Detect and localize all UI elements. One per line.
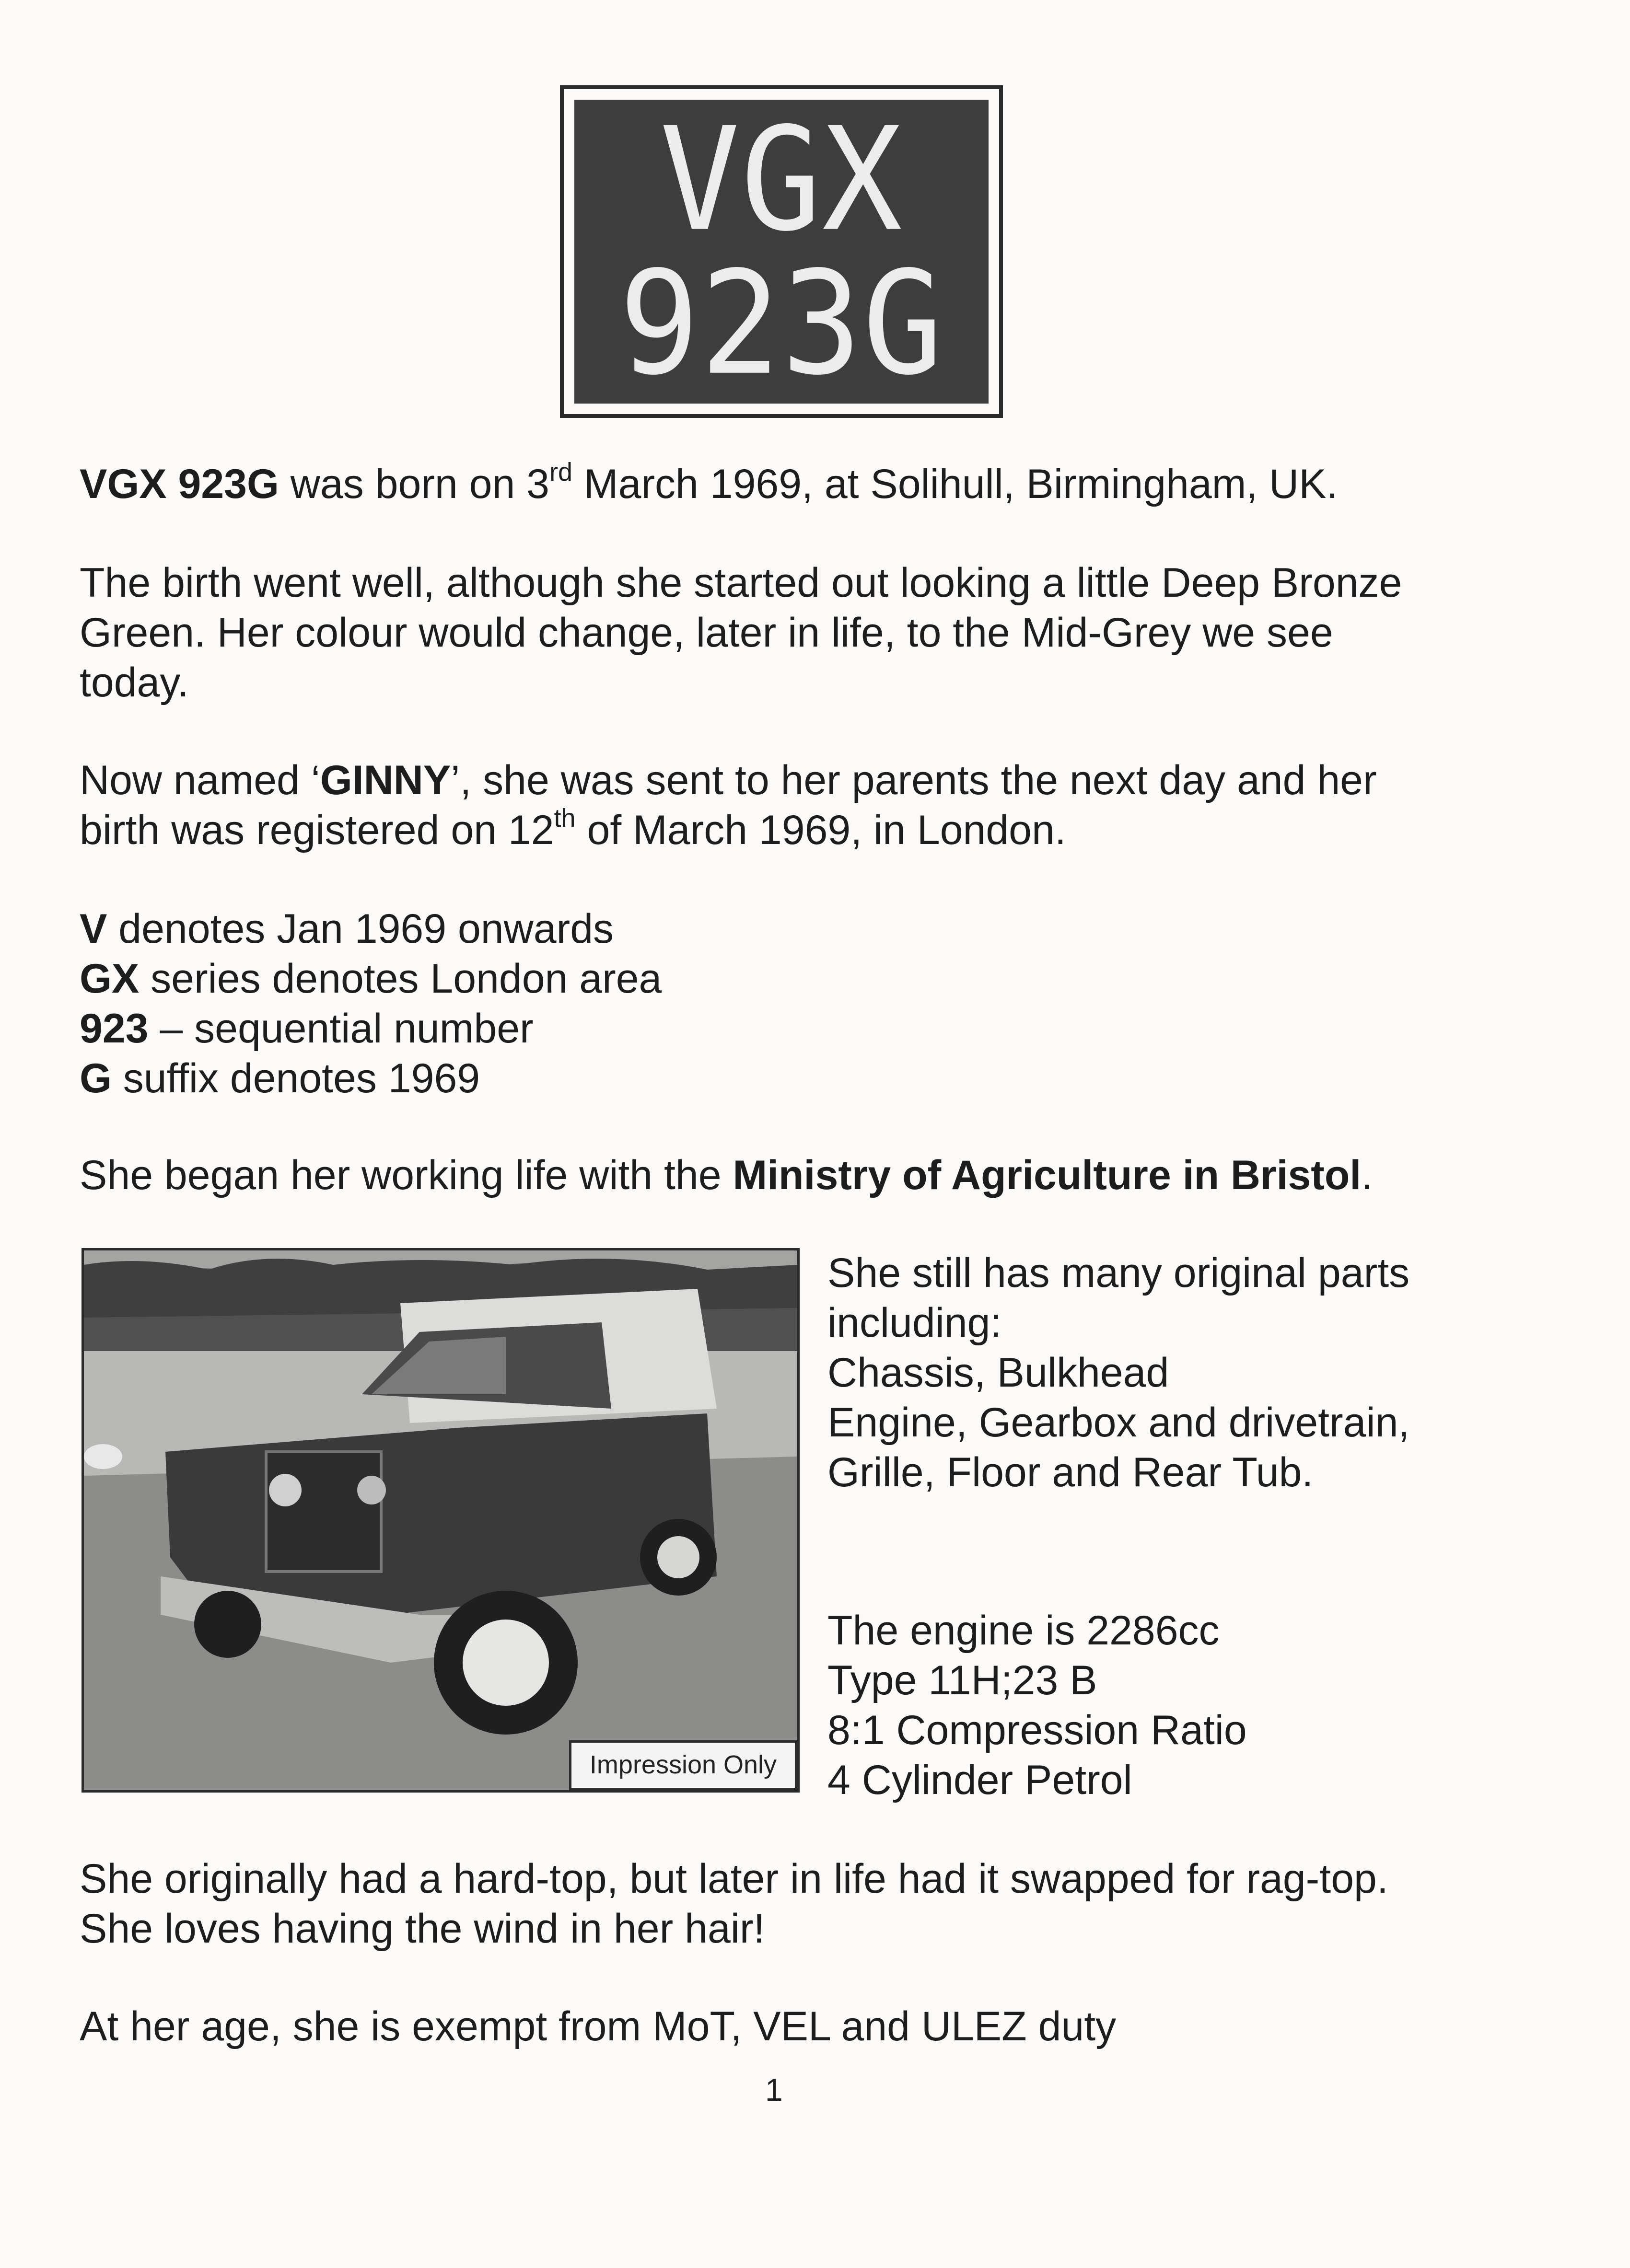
colour-paragraph-line-2: Green. Her colour would change, later in life, to the Mid-Grey we see	[80, 610, 1333, 656]
working-life-pre: She began her working life with the	[80, 1152, 733, 1198]
parts-line: Grille, Floor and Rear Tub.	[827, 1449, 1314, 1495]
parts-line: Chassis, Bulkhead	[827, 1350, 1169, 1396]
registered-post: of March 1969, in London.	[575, 807, 1066, 853]
code-text: denotes Jan 1969 onwards	[107, 906, 614, 952]
registered-superscript: th	[554, 804, 576, 833]
code-text: suffix denotes 1969	[111, 1055, 480, 1101]
page-number: 1	[765, 2072, 783, 2107]
parts-line: She still has many original parts	[827, 1250, 1410, 1296]
code-key: G	[80, 1055, 112, 1101]
code-line	[80, 904, 614, 954]
name-paragraph-line-2	[80, 805, 1066, 855]
engine-line: 4 Cylinder Petrol	[827, 1757, 1132, 1803]
code-line	[80, 954, 662, 1004]
ragtop-paragraph-line-2: She loves having the wind in her hair!	[80, 1906, 765, 1952]
birth-text-end: March 1969, at Solihull, Birmingham, UK.	[572, 461, 1338, 507]
code-line	[80, 1053, 480, 1103]
exemption-paragraph: At her age, she is exempt from MoT, VEL and ULEZ duty	[80, 2003, 1117, 2049]
birth-text: was born on 3	[279, 461, 550, 507]
code-key: V	[80, 906, 107, 952]
registration-plate	[560, 85, 1003, 418]
plate-line-1: VGX	[659, 96, 904, 263]
engine-line: Type 11H;23 B	[827, 1657, 1097, 1703]
ministry-bold: Ministry of Agriculture in Bristol	[733, 1152, 1362, 1198]
registration-bold: VGX 923G	[80, 461, 279, 507]
birth-paragraph	[80, 459, 1338, 509]
parts-line: including:	[827, 1300, 1002, 1346]
photo-caption: Impression Only	[569, 1740, 797, 1790]
parts-line: Engine, Gearbox and drivetrain,	[827, 1400, 1410, 1446]
code-text: – sequential number	[148, 1006, 534, 1052]
colour-paragraph-line-1: The birth went well, although she started out looking a little Deep Bronze	[80, 560, 1402, 606]
birth-superscript: rd	[549, 458, 573, 486]
name-bold: GINNY	[320, 757, 451, 803]
name-pre: Now named ‘	[80, 757, 320, 803]
land-rover-illustration	[84, 1250, 797, 1790]
registered-pre: birth was registered on 12	[80, 807, 554, 853]
working-life-paragraph	[80, 1150, 1373, 1200]
ragtop-paragraph-line-1: She originally had a hard-top, but later in life had it swapped for rag-top.	[80, 1856, 1388, 1902]
land-rover-photo	[82, 1248, 800, 1793]
engine-line: 8:1 Compression Ratio	[827, 1707, 1247, 1753]
name-paragraph-line-1	[80, 755, 1377, 805]
working-life-post: .	[1361, 1152, 1373, 1198]
colour-paragraph-line-3: today.	[80, 660, 189, 706]
code-key: 923	[80, 1006, 149, 1052]
engine-line: The engine is 2286cc	[827, 1608, 1220, 1654]
name-post: ’, she was sent to her parents the next day and her	[451, 757, 1377, 803]
plate-line-2: 923G	[619, 240, 944, 407]
code-line	[80, 1004, 534, 1053]
code-text: series denotes London area	[139, 956, 662, 1002]
code-key: GX	[80, 956, 140, 1002]
